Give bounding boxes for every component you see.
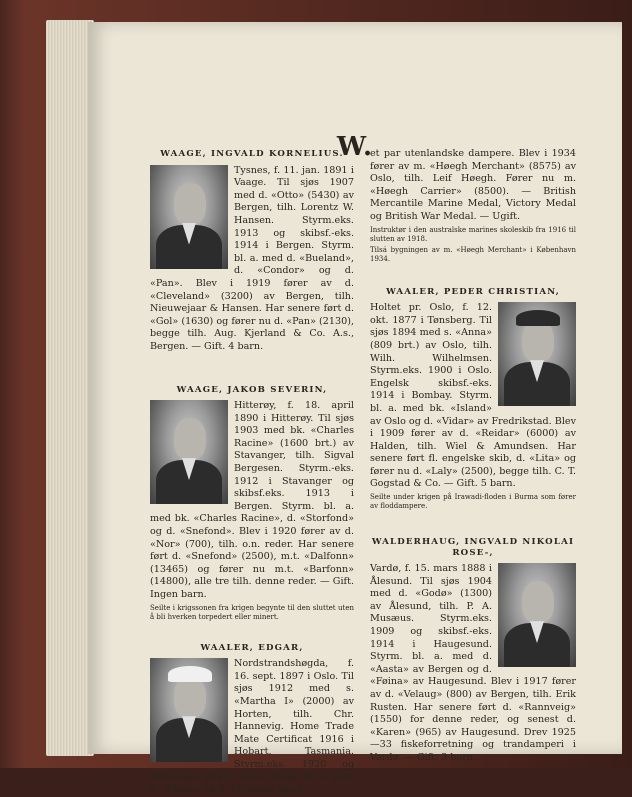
portrait-photo	[150, 400, 228, 504]
entry-note: Seilte under krigen på Irawadi-floden i Burma som fører av floddampere.	[370, 493, 576, 511]
right-column	[370, 148, 576, 765]
entry-note: Tilsá bygningen av m. «Høegh Merchant» i København 1934.	[370, 245, 576, 263]
entry-waage-jakob	[150, 384, 354, 622]
entry-text: Nordstrandshøgda, f. 16. sept. 1897 i Oslo. Til sjøs 1912 med s. «Martha I» (2000) av Horten, tilh. Chr. Hannevig. Home Trade Mate Certificat 1916 i Hobart, Tasmania. Styrm.eks. 1920 og skibsf.eks. 1924 i Oslo. Styrm. bl. a. med d. «Hauk» og d. «Tugela» samt	[150, 658, 354, 796]
entry-text-continued: et par utenlandske dampere. Blev i 1934 fører av m. «Høegh Merchant» (8575) av Oslo, tilh. Leif Høegh. Fører nu m. «Høegh Carrier» (8500). — British Mercantile Marine Medal, Victory Medal og British War Medal. — Ugift.	[370, 148, 576, 222]
entry-text: Holtet pr. Oslo, f. 12. okt. 1877 i Tønsberg. Til sjøs 1894 med s. «Anna» (809 brt.) av Oslo, tilh. Wilh. Wilhelmsen. Styrm.eks. 1900 i Oslo. Engelsk skibsf.-eks. 1914 i Bombay. Styrm. bl. a. med bk. «Island» av Oslo og d. «Vidar» av Fredrikstad. Blev i 1909 fører av d. «Reidar» (6000) av Halden, tilh. Wiel & Amundsen. Har senere ført fl. engelske skib, d. «Lita» og fører nu d. «Laly» (2500), begge tilh. C. T. Gogstad & Co. — Gift. 5 barn.	[370, 302, 576, 490]
book-page	[88, 22, 622, 796]
portrait-photo	[150, 165, 228, 269]
left-column	[150, 148, 354, 797]
entry-walderhaug	[370, 537, 576, 765]
portrait-photo	[498, 302, 576, 406]
entry-note: Instruktør i den australske marines skoleskib fra 1916 til slutten av 1918.	[370, 225, 576, 243]
entry-text: Hitterøy, f. 18. april 1890 i Hitterøy. Til sjøs 1903 med bk. «Charles Racine» (1600 brt.) av Stavanger, tilh. Sigval Bergesen. Styrm.-eks. 1912 i Stavanger og skibsf.eks. 1913 i Bergen. Styrm. bl. a. med bk. «Charles Racine», d. «Storfond» og d. «Snefond». Blev i 1920 fører av d. «Nor» (700), tilh. o.n. reder. Har senere ført d. «Snefond» (2500), m.t. «Dalfonn» (13465) og fører nu m.t. «Barfonn» (14800), alle tre tilh. denne reder. — Gift. Ingen barn.	[150, 400, 354, 600]
entry-text: Tysnes, f. 11. jan. 1891 i Vaage. Til sjøs 1907 med d. «Otto» (5430) av Bergen, tilh. Lorentz W. Hansen. Styrm.eks. 1913 og skibsf.-eks. 1914 i Bergen. Styrm. bl. a. med d. «Bueland», d. «Condor» og d. «Pan». Blev i 1919 fører av d. «Cleveland» (3200) av Bergen, tilh. Nieuwejaar & Hansen. Har senere ført d. «Gol» (1630) og fører nu d. «Pan» (2130), begge tilh. Aug. Kjerland & Co. A.s., Bergen. — Gift. 4 barn.	[150, 164, 354, 352]
entry-text: Vardø, f. 15. mars 1888 i Ålesund. Til sjøs 1904 med d. «Godø» (1300) av Ålesund, tilh. P. A. Musæus. Styrm.eks. 1909 og skibsf.-eks. 1914 i Haugesund. Styrm. bl. a. med d. «Aasta» av Bergen og d. «Føina» av Haugesund. Blev i 1917 fører av d. «Velaug» (800) av Bergen, tilh. Erik Rusten. Har senere ført d. «Rannveig» (1550) for denne reder, og senest d. «Karen» (965) av Haugesund. Drev 1925—33 fiskeforretning og trandamperi i Vardø. — Gift. 3 barn.	[370, 563, 576, 763]
entry-name: WAALER, EDGAR,	[200, 642, 304, 653]
portrait-photo	[498, 563, 576, 667]
entry-note: Seilte i krigssonen fra krigen begynte til den sluttet uten å bli hverken torpedert eller minert.	[150, 603, 354, 621]
entry-name: WAAGE, INGVALD KORNELIUS.	[160, 149, 344, 159]
entry-waaler-peder	[370, 286, 576, 512]
entry-waaler-edgar	[150, 642, 354, 797]
section-letter: W.	[336, 132, 374, 162]
entry-name: WALDERHAUG, INGVALD NIKOLAI ROSE-,	[371, 537, 575, 559]
entry-name: WAALER, PEDER CHRISTIAN,	[386, 286, 560, 297]
entry-waage-ingvald	[150, 148, 354, 354]
portrait-photo	[150, 658, 228, 762]
entry-name: WAAGE, JAKOB SEVERIN,	[176, 384, 328, 395]
page-stack	[46, 20, 94, 756]
